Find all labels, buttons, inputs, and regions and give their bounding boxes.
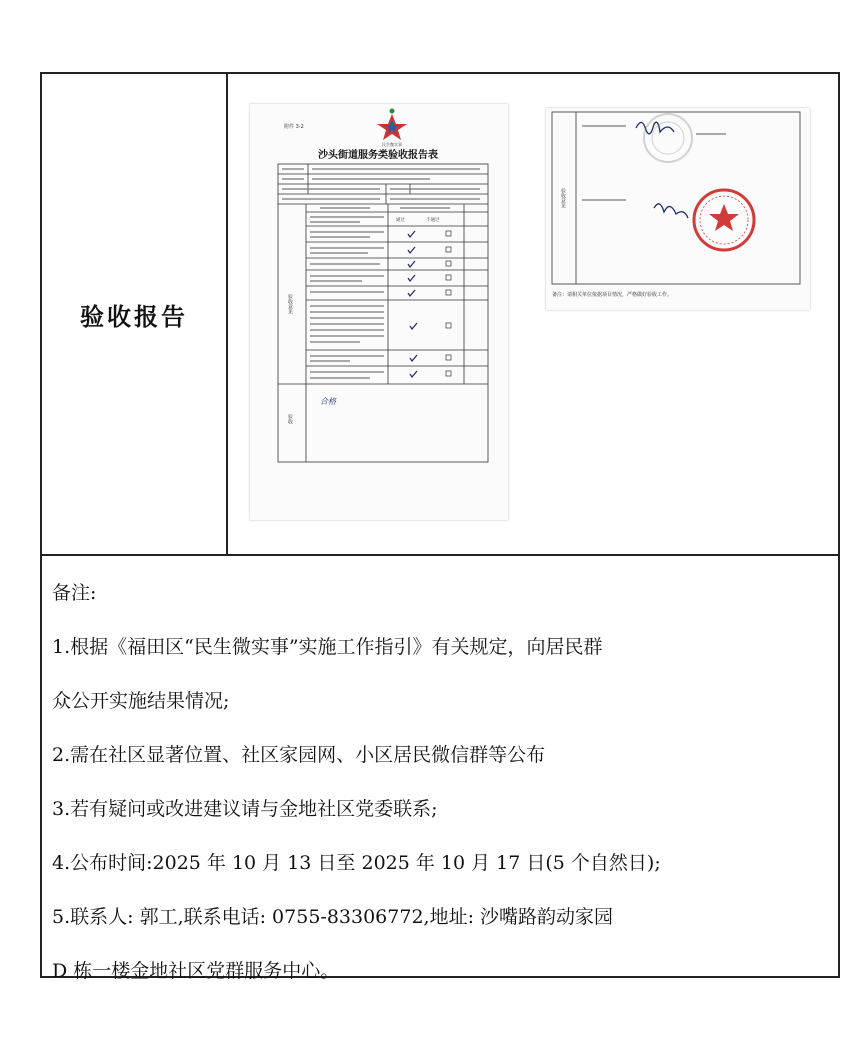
report-header-tag: 附件 3-2 (284, 124, 304, 130)
remarks-line-1: 1.根据《福田区“民生微实事”实施工作指引》有关规定，向居民群 (52, 636, 603, 658)
official-red-stamp-icon (694, 190, 754, 250)
footer-note: 备注：请相关单位依据项目情况，严格做好验收工作。 (552, 292, 673, 298)
remarks-label: 验收 (287, 414, 293, 424)
label-cell (42, 74, 228, 554)
report-image-cell (228, 74, 838, 554)
remarks-line-7: D 栋一楼金地社区党群服务中心。 (52, 960, 340, 982)
report-table (278, 164, 488, 462)
remarks-line-4: 3.若有疑问或改进建议请与金地社区党委联系; (52, 798, 438, 820)
report-label: 验收报告 (80, 301, 188, 331)
remarks-section (42, 556, 838, 982)
faint-stamp-icon (644, 114, 692, 162)
report-title: 沙头街道服务类验收报告表 (318, 150, 438, 161)
check-box-icons (446, 231, 451, 376)
signature-scan-page (546, 108, 810, 310)
remarks-title: 备注: (52, 582, 97, 604)
check-marks (396, 216, 440, 223)
logo-text: 民生微实事 (382, 142, 402, 147)
sign-area-label: 验收意见 (560, 188, 566, 208)
report-scan-page (250, 104, 508, 520)
report-row (42, 74, 838, 556)
remarks-line-2: 众公开实施结果情况; (52, 690, 230, 712)
check-tick-icons (408, 231, 417, 377)
remarks-line-5: 4.公布时间:2025 年 10 月 13 日至 2025 年 10 月 17 日(5 个自然日); (52, 852, 661, 874)
remarks-line-3: 2.需在社区显著位置、社区家园网、小区居民微信群等公布 (52, 744, 546, 766)
logo-star-icon (377, 109, 407, 141)
check-no-text: 不通过 (426, 218, 440, 223)
check-yes-text: 通过 (396, 218, 405, 223)
opinion-label: 验收意见 (287, 294, 293, 314)
signature-text: 合格 (320, 397, 336, 406)
remarks-line-6: 5.联系人: 郭工,联系电话: 0755-83306772,地址: 沙嘴路韵动家园 (52, 906, 614, 928)
report-text-lines (282, 169, 480, 378)
notice-table (40, 72, 840, 982)
